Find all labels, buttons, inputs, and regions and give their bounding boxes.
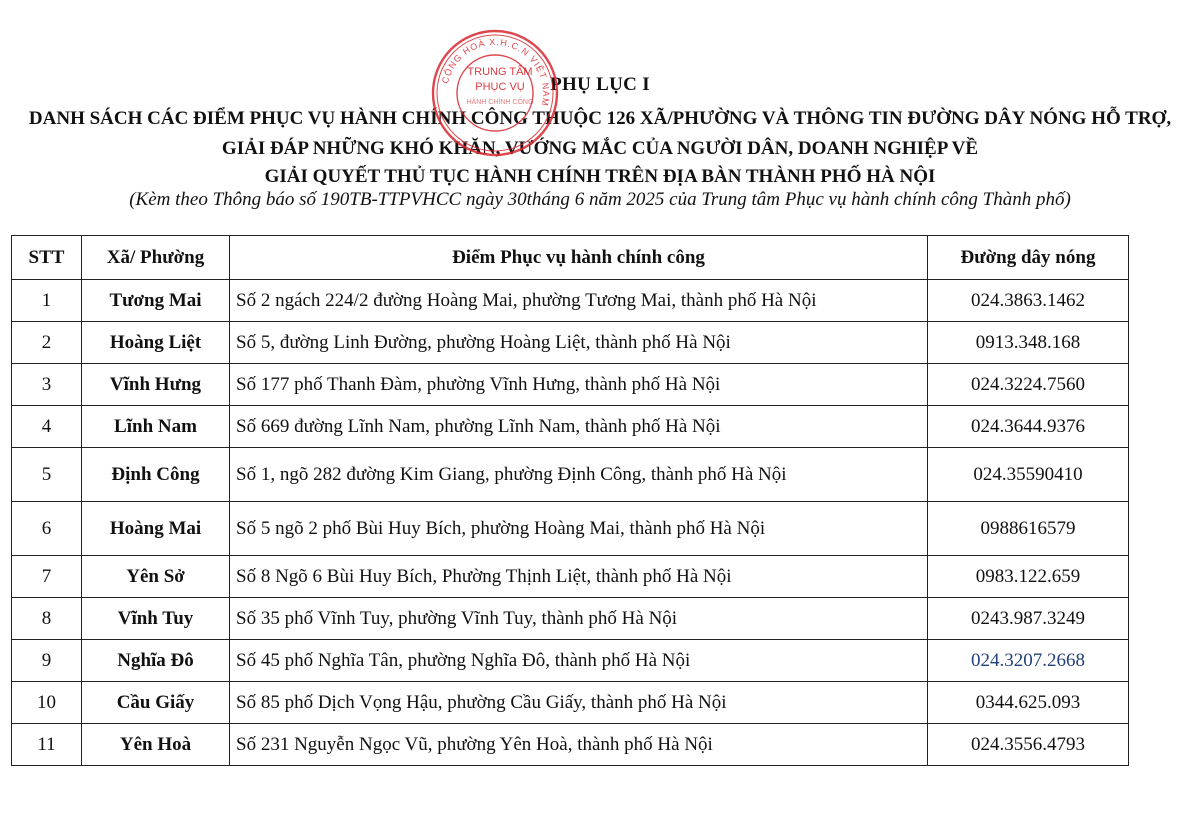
table-row [12,406,1129,448]
row-hotline: 024.3644.9376 [928,406,1129,448]
subtitle-prefix: (Kèm theo Thông báo số [129,189,321,210]
row-hotline: 0983.122.659 [928,556,1129,598]
table-row [12,448,1129,502]
notice-number: 190 [320,189,350,210]
row-ward: Hoàng Mai [82,502,230,556]
row-hotline: 0243.987.3249 [928,598,1129,640]
row-stt: 5 [12,448,82,502]
row-address: Số 1, ngõ 282 đường Kim Giang, phường Định Công, thành phố Hà Nội [230,448,928,502]
row-stt: 3 [12,364,82,406]
table-row [12,682,1129,724]
svg-text:TRUNG TÂM: TRUNG TÂM [467,66,533,78]
appendix-title: PHỤ LỤC I [550,74,650,95]
row-stt: 8 [12,598,82,640]
row-address: Số 669 đường Lĩnh Nam, phường Lĩnh Nam, thành phố Hà Nội [230,406,928,448]
row-hotline: 0988616579 [928,502,1129,556]
svg-text:HÀNH CHÍNH CÔNG: HÀNH CHÍNH CÔNG [466,99,534,106]
row-address: Số 5 ngõ 2 phố Bùi Huy Bích, phường Hoàng Mai, thành phố Hà Nội [230,502,928,556]
row-ward: Tương Mai [82,280,230,322]
row-stt: 2 [12,322,82,364]
row-hotline: 0913.348.168 [928,322,1129,364]
row-address: Số 2 ngách 224/2 đường Hoàng Mai, phường Tương Mai, thành phố Hà Nội [230,280,928,322]
row-stt: 11 [12,724,82,766]
row-ward: Nghĩa Đô [82,640,230,682]
row-stt: 9 [12,640,82,682]
table-row [12,556,1129,598]
row-address: Số 231 Nguyễn Ngọc Vũ, phường Yên Hoà, thành phố Hà Nội [230,724,928,766]
row-hotline: 0344.625.093 [928,682,1129,724]
title-line-3: GIẢI QUYẾT THỦ TỤC HÀNH CHÍNH TRÊN ĐỊA BÀN THÀNH PHỐ HÀ NỘI [264,166,936,187]
row-address: Số 85 phố Dịch Vọng Hậu, phường Cầu Giấy, thành phố Hà Nội [230,682,928,724]
notice-month: 6 [574,189,585,210]
svg-text:PHỤC VỤ: PHỤC VỤ [475,81,525,93]
header-address: Điểm Phục vụ hành chính công [230,236,928,280]
svg-text:CỘNG HOÀ X.H.C.N VIỆT NAM: CỘNG HOÀ X.H.C.N VIỆT NAM [439,36,552,108]
row-address: Số 8 Ngõ 6 Bùi Huy Bích, Phường Thịnh Liệt, thành phố Hà Nội [230,556,928,598]
row-ward: Vĩnh Tuy [82,598,230,640]
table-row [12,322,1129,364]
subtitle-mid-1: TB-TTPVHCC ngày [349,189,508,210]
subtitle-mid-2: tháng [526,189,575,210]
row-address: Số 45 phố Nghĩa Tân, phường Nghĩa Đô, thành phố Hà Nội [230,640,928,682]
row-ward: Yên Hoà [82,724,230,766]
table-row [12,598,1129,640]
document-subtitle [0,189,1200,211]
row-ward: Định Công [82,448,230,502]
row-ward: Yên Sở [82,556,230,598]
table-header-row [12,236,1129,280]
subtitle-suffix: năm 2025 của Trung tâm Phục vụ hành chính công Thành phố) [584,189,1071,210]
table-row [12,364,1129,406]
row-ward: Cầu Giấy [82,682,230,724]
table-row [12,502,1129,556]
row-ward: Hoàng Liệt [82,322,230,364]
row-address: Số 35 phố Vĩnh Tuy, phường Vĩnh Tuy, thành phố Hà Nội [230,598,928,640]
row-hotline: 024.3863.1462 [928,280,1129,322]
header-ward: Xã/ Phường [82,236,230,280]
title-line-2: GIẢI ĐÁP NHỮNG KHÓ KHĂN, VƯỚNG MẮC CỦA NGƯỜI DÂN, DOANH NGHIỆP VỀ [221,138,979,159]
row-address: Số 177 phố Thanh Đàm, phường Vĩnh Hưng, thành phố Hà Nội [230,364,928,406]
table-row [12,640,1129,682]
title-line-1: DANH SÁCH CÁC ĐIỂM PHỤC VỤ HÀNH CHÍNH CÔNG THUỘC 126 XÃ/PHƯỜNG VÀ THÔNG TIN ĐƯỜNG DÂY NÓNG HỖ TRỢ, [28,108,1172,129]
header-stt: STT [12,236,82,280]
notice-day: 30 [507,189,527,210]
table-row [12,724,1129,766]
service-points-table [11,235,1129,766]
row-stt: 10 [12,682,82,724]
row-ward: Lĩnh Nam [82,406,230,448]
row-stt: 7 [12,556,82,598]
row-hotline: 024.35590410 [928,448,1129,502]
header-hotline: Đường dây nóng [928,236,1129,280]
row-hotline: 024.3207.2668 [928,640,1129,682]
row-stt: 4 [12,406,82,448]
row-hotline: 024.3224.7560 [928,364,1129,406]
row-ward: Vĩnh Hưng [82,364,230,406]
row-hotline: 024.3556.4793 [928,724,1129,766]
row-stt: 1 [12,280,82,322]
table-row [12,280,1129,322]
row-stt: 6 [12,502,82,556]
row-address: Số 5, đường Linh Đường, phường Hoàng Liệt, thành phố Hà Nội [230,322,928,364]
